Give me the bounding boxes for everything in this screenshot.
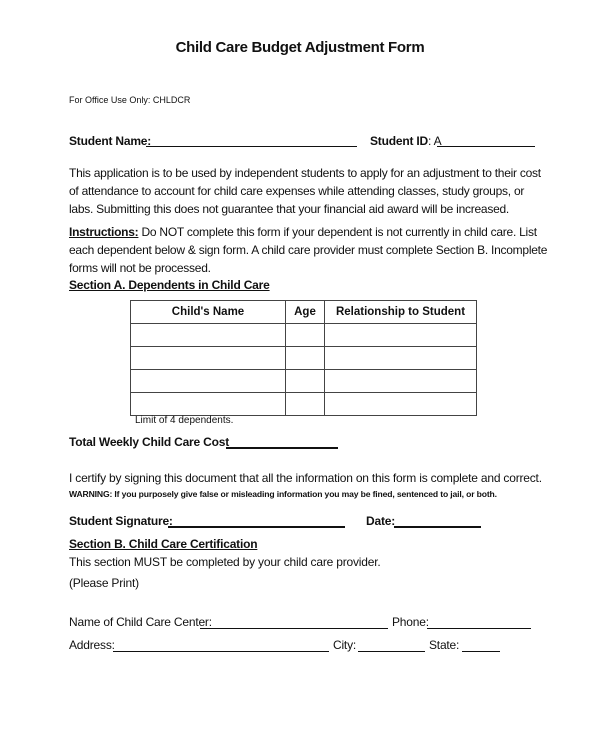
section-a-heading: Section A. Dependents in Child Care xyxy=(69,278,270,292)
student-id-label-wrap xyxy=(370,134,441,148)
date-label: Date: xyxy=(366,514,396,528)
age-cell[interactable] xyxy=(286,324,325,347)
student-id-prefix: : A xyxy=(428,134,442,148)
phone-label: Phone: xyxy=(392,615,429,629)
child-name-cell[interactable] xyxy=(131,370,286,393)
limit-note: Limit of 4 dependents. xyxy=(135,415,234,426)
relationship-cell[interactable] xyxy=(325,347,477,370)
table-row xyxy=(131,393,477,416)
table-row xyxy=(131,370,477,393)
child-name-cell[interactable] xyxy=(131,347,286,370)
age-cell[interactable] xyxy=(286,393,325,416)
state-field[interactable] xyxy=(462,651,500,652)
student-name-field[interactable] xyxy=(146,146,357,147)
city-field[interactable] xyxy=(358,651,425,652)
dependents-table xyxy=(130,300,477,416)
age-cell[interactable] xyxy=(286,370,325,393)
child-name-cell[interactable] xyxy=(131,393,286,416)
section-b-note: This section MUST be completed by your child care provider. xyxy=(69,555,381,569)
intro-paragraph: This application is to be used by independent students to apply for an adjustment to their cost of attendance to account for child care expenses while attending classes, study groups, or labs. Submitting this does not guarantee that your financial aid award will be increased. xyxy=(69,166,541,216)
certify-text: I certify by signing this document that all the information on this form is complete and correct. xyxy=(69,471,542,485)
instructions-label: Instructions: xyxy=(69,225,139,239)
relationship-cell[interactable] xyxy=(325,370,477,393)
instructions-text: Do NOT complete this form if your dependent is not currently in child care. List each dependent below & sign form. A child care provider must complete Section B. Incomplete forms will not be processed. xyxy=(69,225,548,275)
phone-field[interactable] xyxy=(427,628,531,629)
total-cost-label: Total Weekly Child Care Cost xyxy=(69,435,229,449)
column-header-name: Child's Name xyxy=(131,301,286,324)
table-row xyxy=(131,347,477,370)
page-title: Child Care Budget Adjustment Form xyxy=(175,39,425,56)
address-field[interactable] xyxy=(113,651,329,652)
age-cell[interactable] xyxy=(286,347,325,370)
center-name-label: Name of Child Care Center: xyxy=(69,615,212,629)
section-b-heading: Section B. Child Care Certification xyxy=(69,537,258,551)
address-label: Address: xyxy=(69,638,115,652)
child-name-cell[interactable] xyxy=(131,324,286,347)
signature-field[interactable] xyxy=(168,526,345,528)
instructions-paragraph xyxy=(69,223,549,277)
student-name-label: Student Name: xyxy=(69,134,152,148)
signature-label: Student Signature: xyxy=(69,514,173,528)
column-header-age: Age xyxy=(286,301,325,324)
center-name-field[interactable] xyxy=(200,628,388,629)
table-row xyxy=(131,324,477,347)
city-label: City: xyxy=(333,638,357,652)
student-id-field[interactable] xyxy=(437,146,535,147)
warning-text: WARNING: If you purposely give false or misleading information you may be fined, sentenced to jail, or both. xyxy=(69,489,497,499)
date-field[interactable] xyxy=(394,526,481,528)
total-cost-field[interactable] xyxy=(226,447,338,449)
relationship-cell[interactable] xyxy=(325,393,477,416)
relationship-cell[interactable] xyxy=(325,324,477,347)
office-use-note: For Office Use Only: CHLDCR xyxy=(69,95,191,105)
student-id-label: Student ID xyxy=(370,134,428,148)
please-print-note: (Please Print) xyxy=(69,576,139,590)
column-header-relationship: Relationship to Student xyxy=(325,301,477,324)
table-header-row xyxy=(131,301,477,324)
state-label: State: xyxy=(429,638,460,652)
